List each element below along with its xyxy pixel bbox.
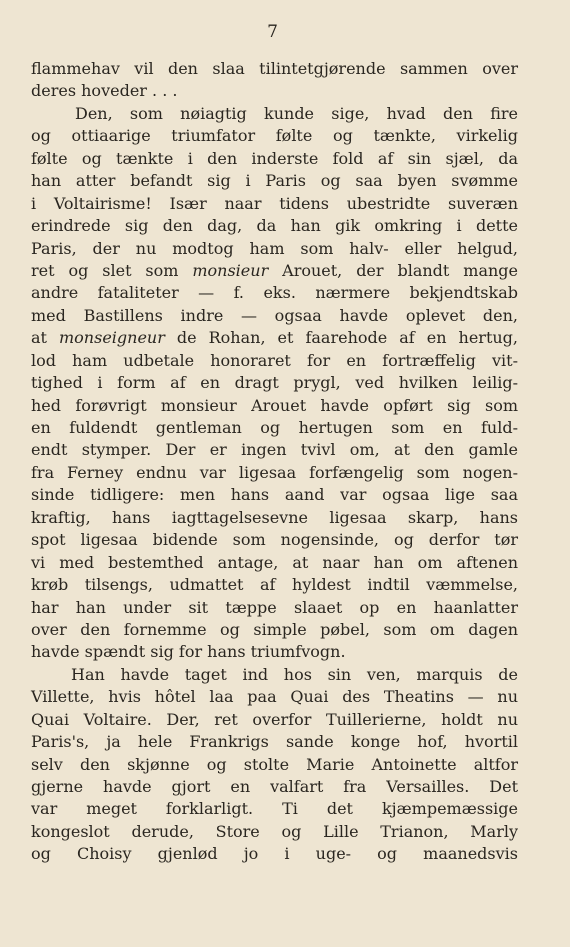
text-line: sinde tidligere: men hans aand var ogsaa lige saa xyxy=(31,485,518,505)
text-line: deres hoveder . . . xyxy=(31,81,178,101)
text-line: har han under sit tæppe slaaet op en haanlatter xyxy=(31,597,518,617)
text-line: andre fataliteter — f. eks. nærmere bekjendtskab xyxy=(31,283,518,303)
text-line: kraftig, hans iagttagelsesevne ligesaa skarp, hans xyxy=(31,507,518,527)
text-line: over den fornemme og simple pøbel, som om dagen xyxy=(31,619,518,639)
text-line: vi med bestemthed antage, at naar han om aftenen xyxy=(31,552,518,572)
text-line: med Bastillens indre — ogsaa havde oplevet den, xyxy=(31,305,518,325)
text-line: Han havde taget ind hos sin ven, marquis de xyxy=(71,664,518,684)
text-line: Quai Voltaire. Der, ret overfor Tuillerierne, holdt nu xyxy=(31,709,518,729)
text-line: selv den skjønne og stolte Marie Antoinette altfor xyxy=(31,754,518,774)
text-line: endt stymper. Der er ingen tvivl om, at den gamle xyxy=(31,440,518,460)
text-line: ret og slet som monsieur Arouet, der blandt mange xyxy=(31,260,518,280)
text-line: krøb tilsengs, udmattet af hyldest indtil væmmelse, xyxy=(31,575,518,595)
text-line: Paris's, ja hele Frankrigs sande konge hof, hvortil xyxy=(31,732,518,752)
text-line: spot ligesaa bidende som nogensinde, og derfor tør xyxy=(31,530,518,550)
text-line: at monseigneur de Rohan, et faarehode af en hertug, xyxy=(31,328,519,348)
text-line: følte og tænkte i den inderste fold af sin sjæl, da xyxy=(31,148,518,168)
text-line: kongeslot derude, Store og Lille Trianon, Marly xyxy=(31,821,518,841)
text-line: og Choisy gjenlød jo i uge- og maanedsvis xyxy=(31,844,518,864)
text-line: fra Ferney endnu var ligesaa forfængelig som nogen- xyxy=(31,462,518,482)
body-text xyxy=(31,58,518,866)
text-line: gjerne havde gjort en valfart fra Versailles. Det xyxy=(31,777,518,796)
page-number: 7 xyxy=(267,22,278,42)
text-line: Paris, der nu modtog ham som halv- eller helgud, xyxy=(31,238,518,258)
text-line: var meget forklarligt. Ti det kjæmpemæssige xyxy=(31,799,518,819)
text-line: Den, som nøiagtig kunde sige, hvad den fire xyxy=(75,103,518,123)
text-line: en fuldendt gentleman og hertugen som en fuld- xyxy=(31,418,518,437)
text-line: han atter befandt sig i Paris og saa byen svømme xyxy=(31,171,518,191)
text-line: og ottiaarige triumfator følte og tænkte, virkelig xyxy=(31,126,518,146)
text-line: Villette, hvis hôtel laa paa Quai des Theatins — nu xyxy=(31,687,518,707)
text-line: erindrede sig den dag, da han gik omkring i dette xyxy=(31,216,518,236)
text-line: flammehav vil den slaa tilintetgjørende sammen over xyxy=(31,59,518,78)
text-line: havde spændt sig for hans triumfvogn. xyxy=(31,642,346,662)
text-line: i Voltairisme! Især naar tidens ubestridte suveræn xyxy=(31,193,518,213)
text-line: tighed i form af en dragt prygl, ved hvilken leilig- xyxy=(31,373,518,393)
text-line: lod ham udbetale honoraret for en fortræffelig vit- xyxy=(31,350,518,370)
text-line: hed forøvrigt monsieur Arouet havde opført sig som xyxy=(31,395,518,415)
